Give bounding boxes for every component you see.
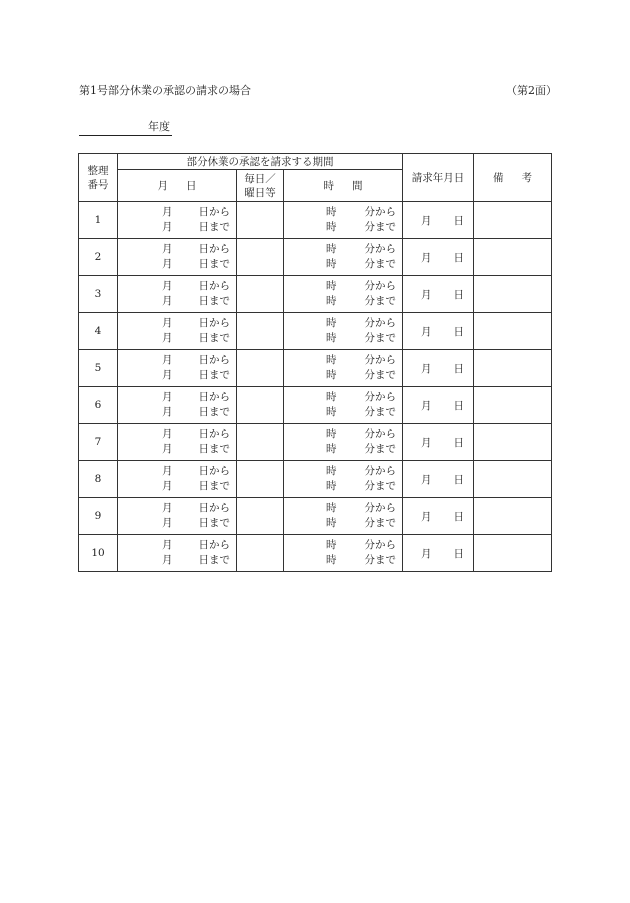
from-min-label: 分から [364, 243, 397, 255]
hour-label: 時 [326, 354, 337, 366]
weekday-cell[interactable] [237, 535, 284, 572]
hour-label: 時 [326, 554, 337, 566]
header-day: 日 [186, 180, 197, 192]
month-day-cell[interactable] [118, 498, 237, 535]
from-day-label: 日から [198, 243, 230, 255]
to-min-label: 分まで [364, 369, 397, 381]
weekday-cell[interactable] [237, 498, 284, 535]
time-cell[interactable] [284, 276, 403, 313]
weekday-cell[interactable] [237, 387, 284, 424]
req-day-label: 日 [453, 214, 465, 227]
time-cell[interactable] [284, 313, 403, 350]
hour-label: 時 [326, 428, 337, 440]
request-date-cell[interactable] [403, 498, 474, 535]
to-day-label: 日まで [198, 517, 230, 529]
to-min-label: 分まで [364, 406, 397, 418]
request-date-cell[interactable] [403, 276, 474, 313]
header-time-b: 間 [352, 180, 363, 192]
to-day-label: 日まで [198, 480, 230, 492]
row-number: 5 [79, 350, 118, 387]
remarks-cell[interactable] [474, 350, 552, 387]
weekday-cell[interactable] [237, 461, 284, 498]
from-min-label: 分から [364, 539, 397, 551]
month-label: 月 [162, 502, 173, 514]
req-month-label: 月 [421, 399, 432, 412]
from-min-label: 分から [364, 280, 397, 292]
request-date-cell[interactable] [403, 202, 474, 239]
remarks-cell[interactable] [474, 424, 552, 461]
to-min-label: 分まで [364, 480, 397, 492]
req-day-label: 日 [453, 399, 465, 412]
to-day-label: 日まで [198, 258, 230, 270]
month-day-cell[interactable] [118, 276, 237, 313]
month-day-cell[interactable] [118, 424, 237, 461]
month-label: 月 [162, 206, 173, 218]
to-min-label: 分まで [364, 443, 397, 455]
month-label: 月 [162, 295, 173, 307]
to-day-label: 日まで [198, 332, 230, 344]
weekday-cell[interactable] [237, 350, 284, 387]
hour-label: 時 [326, 258, 337, 270]
header-period-group: 部分休業の承認を請求する期間 [118, 154, 403, 170]
month-label: 月 [162, 391, 173, 403]
month-day-cell[interactable] [118, 461, 237, 498]
hour-label: 時 [326, 243, 337, 255]
req-month-label: 月 [421, 325, 432, 338]
month-label: 月 [162, 221, 173, 233]
req-day-label: 日 [453, 547, 465, 560]
row-number: 7 [79, 424, 118, 461]
remarks-cell[interactable] [474, 387, 552, 424]
from-day-label: 日から [198, 539, 230, 551]
month-label: 月 [162, 517, 173, 529]
month-day-cell[interactable] [118, 239, 237, 276]
row-number: 8 [79, 461, 118, 498]
header-row-1 [79, 154, 552, 170]
request-date-cell[interactable] [403, 387, 474, 424]
from-min-label: 分から [364, 206, 397, 218]
table-row [79, 350, 552, 387]
weekday-cell[interactable] [237, 313, 284, 350]
month-label: 月 [162, 443, 173, 455]
table-row [79, 387, 552, 424]
req-month-label: 月 [421, 362, 432, 375]
req-month-label: 月 [421, 288, 432, 301]
month-label: 月 [162, 428, 173, 440]
header-remarks-b: 考 [521, 172, 533, 184]
month-day-cell[interactable] [118, 313, 237, 350]
from-day-label: 日から [198, 428, 230, 440]
req-day-label: 日 [453, 473, 465, 486]
remarks-cell[interactable] [474, 498, 552, 535]
month-label: 月 [162, 317, 173, 329]
year-label: 年度 [148, 120, 170, 133]
hour-label: 時 [326, 332, 337, 344]
req-day-label: 日 [453, 362, 465, 375]
header-weekday-line1: 毎日／ [244, 172, 276, 185]
from-min-label: 分から [364, 354, 397, 366]
month-label: 月 [162, 243, 173, 255]
month-label: 月 [162, 465, 173, 477]
from-min-label: 分から [364, 465, 397, 477]
hour-label: 時 [326, 391, 337, 403]
month-label: 月 [162, 406, 173, 418]
month-day-cell[interactable] [118, 387, 237, 424]
to-min-label: 分まで [364, 517, 397, 529]
to-min-label: 分まで [364, 332, 397, 344]
remarks-cell[interactable] [474, 239, 552, 276]
to-day-label: 日まで [198, 369, 230, 381]
time-cell[interactable] [284, 350, 403, 387]
from-day-label: 日から [198, 206, 230, 218]
hour-label: 時 [326, 221, 337, 233]
month-label: 月 [162, 354, 173, 366]
hour-label: 時 [326, 465, 337, 477]
table-row [79, 239, 552, 276]
header-weekday [237, 170, 284, 202]
row-number: 4 [79, 313, 118, 350]
from-day-label: 日から [198, 502, 230, 514]
req-month-label: 月 [421, 547, 432, 560]
header-weekday-line2: 曜日等 [244, 186, 276, 199]
remarks-cell[interactable] [474, 313, 552, 350]
req-month-label: 月 [421, 436, 432, 449]
request-date-cell[interactable] [403, 350, 474, 387]
weekday-cell[interactable] [237, 202, 284, 239]
request-date-cell[interactable] [403, 239, 474, 276]
table-row [79, 276, 552, 313]
header-time-a: 時 [323, 180, 334, 192]
to-min-label: 分まで [364, 221, 397, 233]
header-month-day [118, 170, 237, 202]
month-day-cell[interactable] [118, 350, 237, 387]
header-month: 月 [157, 180, 168, 192]
header-number-line1: 整理 [87, 164, 109, 177]
hour-label: 時 [326, 517, 337, 529]
from-min-label: 分から [364, 502, 397, 514]
row-number: 2 [79, 239, 118, 276]
request-date-cell[interactable] [403, 535, 474, 572]
month-label: 月 [162, 258, 173, 270]
req-day-label: 日 [453, 325, 465, 338]
request-date-cell[interactable] [403, 313, 474, 350]
remarks-cell[interactable] [474, 276, 552, 313]
weekday-cell[interactable] [237, 239, 284, 276]
time-cell[interactable] [284, 461, 403, 498]
from-min-label: 分から [364, 428, 397, 440]
table-row [79, 535, 552, 572]
row-number: 3 [79, 276, 118, 313]
hour-label: 時 [326, 443, 337, 455]
request-date-cell[interactable] [403, 461, 474, 498]
hour-label: 時 [326, 295, 337, 307]
hour-label: 時 [326, 406, 337, 418]
hour-label: 時 [326, 206, 337, 218]
req-day-label: 日 [453, 436, 465, 449]
time-cell[interactable] [284, 535, 403, 572]
time-cell[interactable] [284, 498, 403, 535]
leave-period-table [78, 153, 552, 572]
row-number: 1 [79, 202, 118, 239]
req-month-label: 月 [421, 510, 432, 523]
weekday-cell[interactable] [237, 424, 284, 461]
from-day-label: 日から [198, 354, 230, 366]
hour-label: 時 [326, 539, 337, 551]
month-label: 月 [162, 332, 173, 344]
req-day-label: 日 [453, 288, 465, 301]
req-day-label: 日 [453, 251, 465, 264]
table-row [79, 202, 552, 239]
form-title: 第1号部分休業の承認の請求の場合 [79, 84, 251, 97]
time-cell[interactable] [284, 424, 403, 461]
to-day-label: 日まで [198, 406, 230, 418]
weekday-cell[interactable] [237, 276, 284, 313]
hour-label: 時 [326, 317, 337, 329]
month-label: 月 [162, 539, 173, 551]
to-day-label: 日まで [198, 295, 230, 307]
month-label: 月 [162, 280, 173, 292]
table-row [79, 498, 552, 535]
to-min-label: 分まで [364, 554, 397, 566]
table-row [79, 461, 552, 498]
remarks-cell[interactable] [474, 202, 552, 239]
remarks-cell[interactable] [474, 535, 552, 572]
header-remarks-a: 備 [493, 172, 504, 184]
remarks-cell[interactable] [474, 461, 552, 498]
row-number: 10 [79, 535, 118, 572]
hour-label: 時 [326, 280, 337, 292]
time-cell[interactable] [284, 202, 403, 239]
from-min-label: 分から [364, 391, 397, 403]
to-day-label: 日まで [198, 554, 230, 566]
to-min-label: 分まで [364, 295, 397, 307]
from-day-label: 日から [198, 465, 230, 477]
month-label: 月 [162, 554, 173, 566]
req-day-label: 日 [453, 510, 465, 523]
hour-label: 時 [326, 502, 337, 514]
table-row [79, 313, 552, 350]
from-day-label: 日から [198, 391, 230, 403]
page-label: （第2面） [506, 84, 557, 97]
to-day-label: 日まで [198, 221, 230, 233]
req-month-label: 月 [421, 473, 432, 486]
req-month-label: 月 [421, 214, 432, 227]
header-time [284, 170, 403, 202]
from-day-label: 日から [198, 280, 230, 292]
req-month-label: 月 [421, 251, 432, 264]
month-day-cell[interactable] [118, 535, 237, 572]
header-number [79, 154, 118, 202]
header-request-date: 請求年月日 [403, 154, 474, 202]
table-row [79, 424, 552, 461]
hour-label: 時 [326, 480, 337, 492]
header-number-line2: 番号 [87, 178, 109, 191]
to-day-label: 日まで [198, 443, 230, 455]
time-cell[interactable] [284, 387, 403, 424]
time-cell[interactable] [284, 239, 403, 276]
row-number: 9 [79, 498, 118, 535]
from-min-label: 分から [364, 317, 397, 329]
from-day-label: 日から [198, 317, 230, 329]
to-min-label: 分まで [364, 258, 397, 270]
month-label: 月 [162, 480, 173, 492]
month-day-cell[interactable] [118, 202, 237, 239]
hour-label: 時 [326, 369, 337, 381]
request-date-cell[interactable] [403, 424, 474, 461]
row-number: 6 [79, 387, 118, 424]
month-label: 月 [162, 369, 173, 381]
header-remarks [474, 154, 552, 202]
